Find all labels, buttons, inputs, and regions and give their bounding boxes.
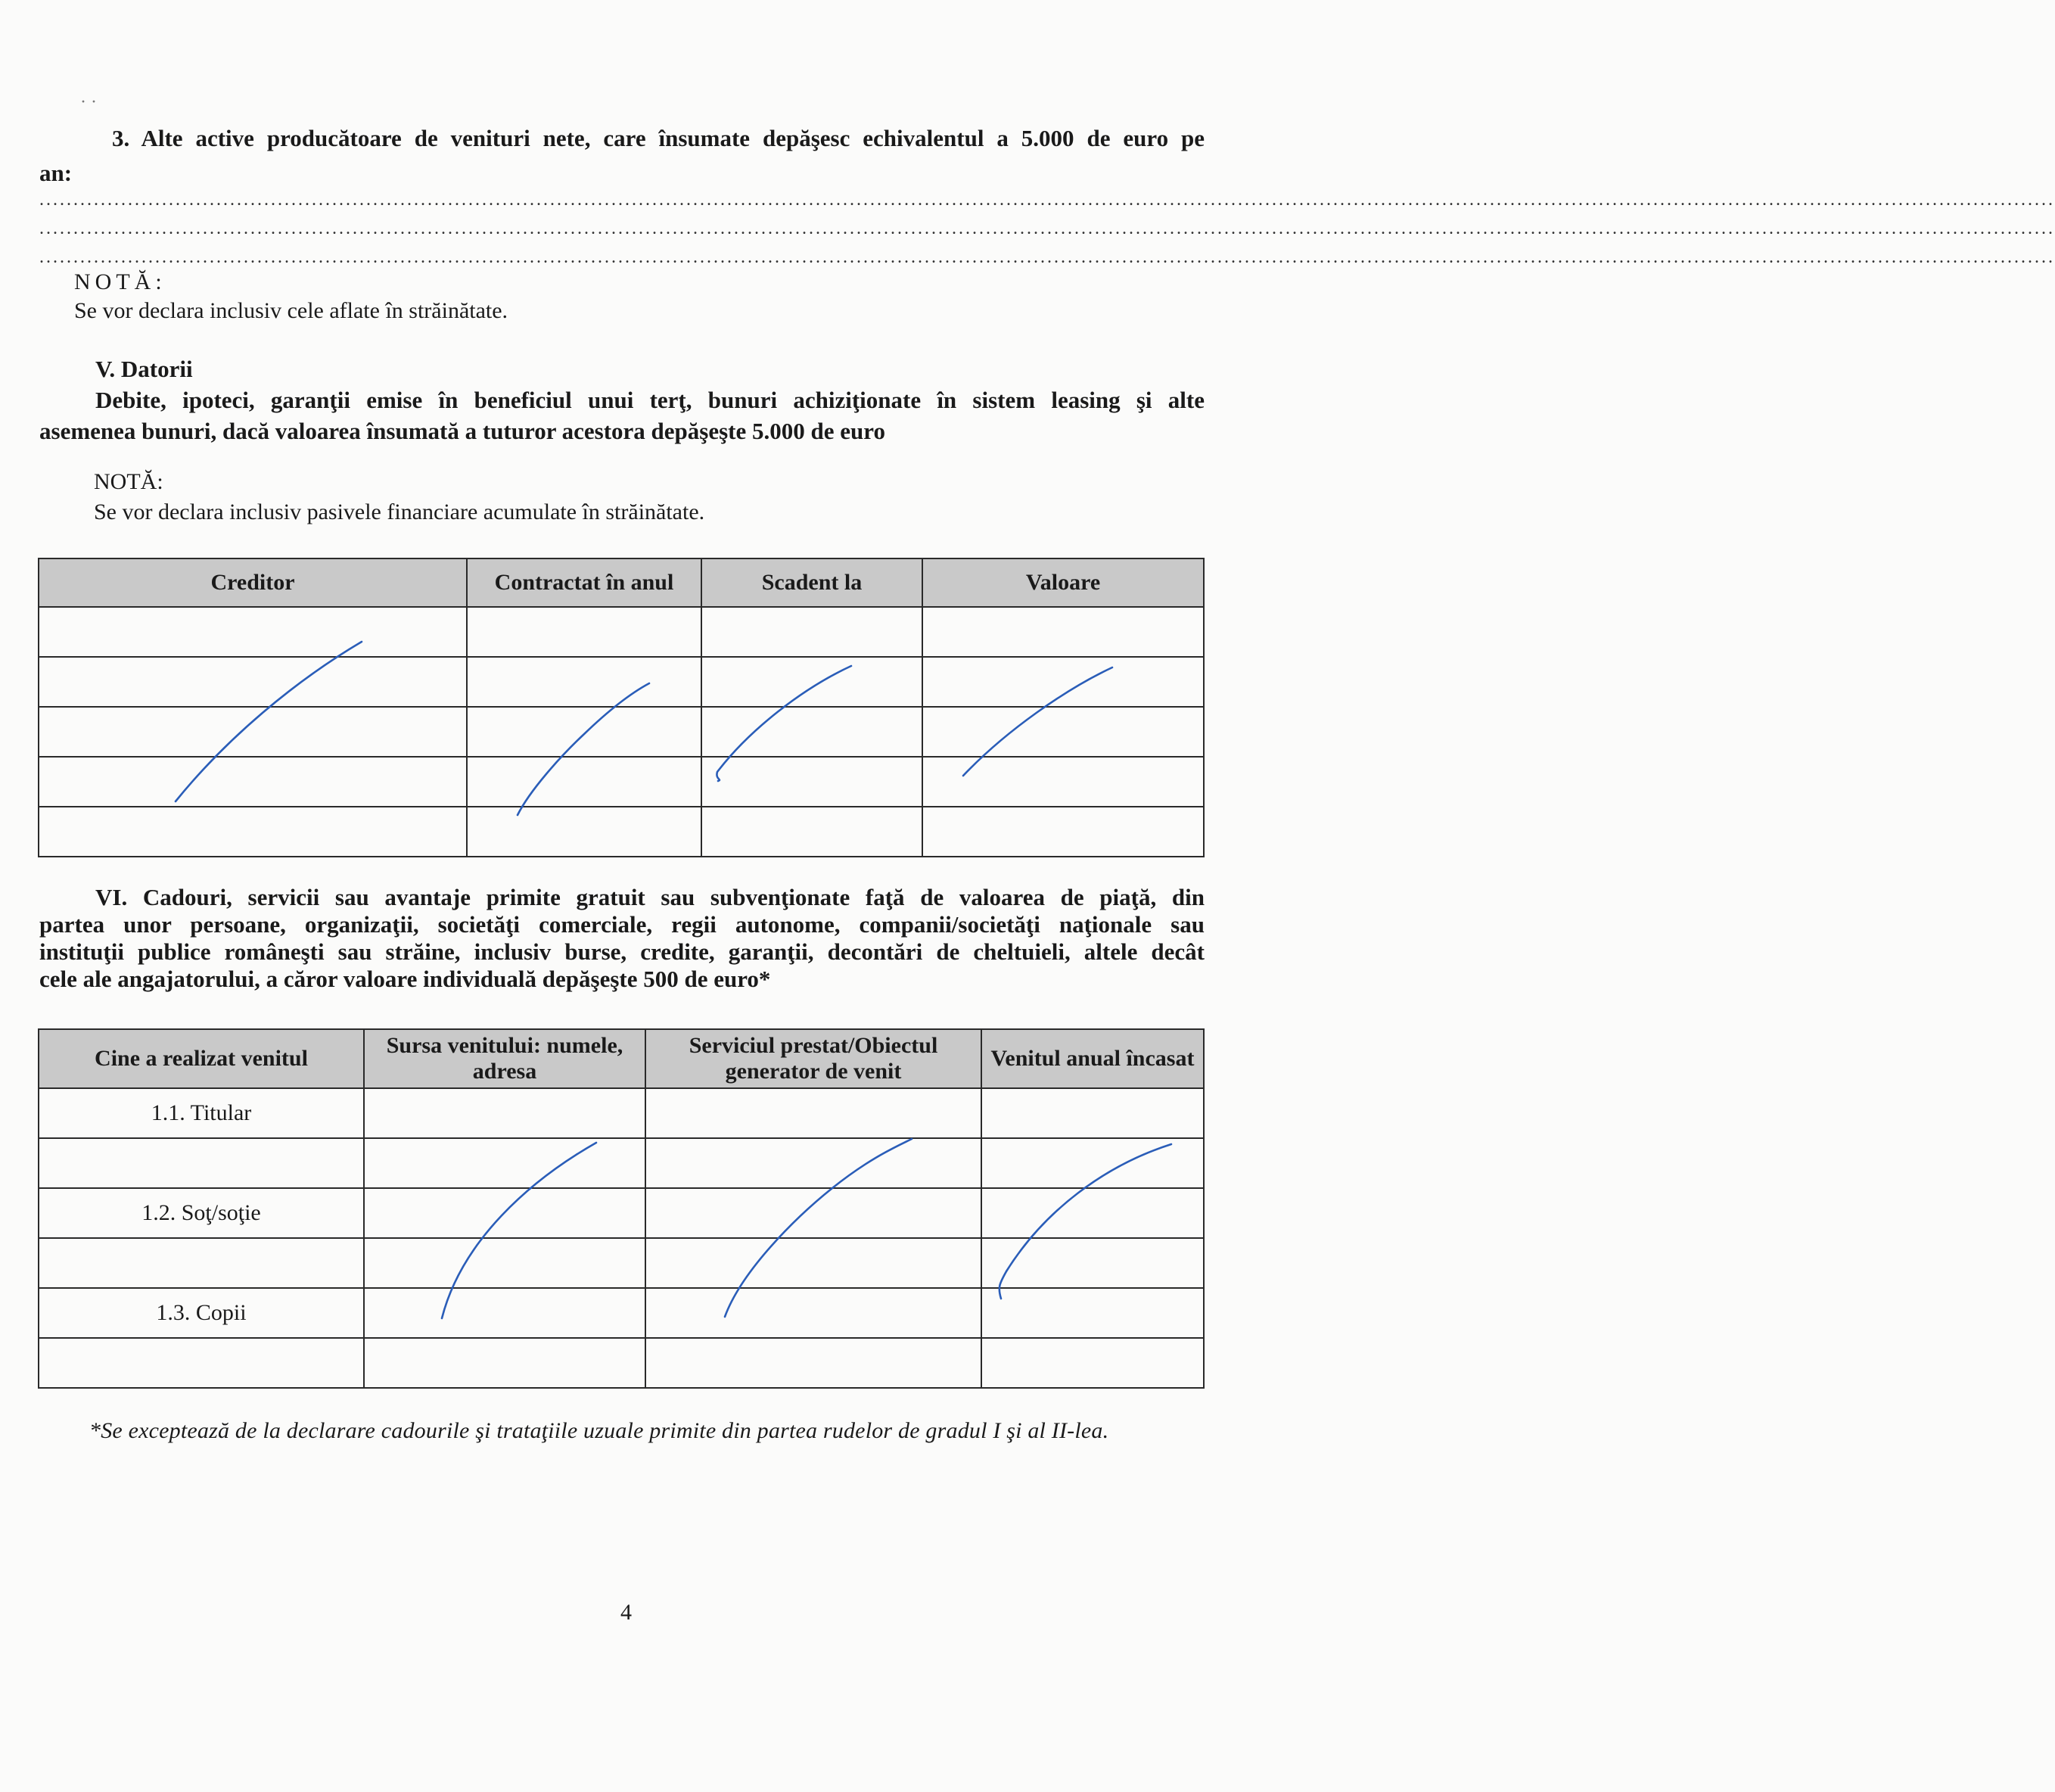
table-cell [39, 1138, 364, 1188]
row-label-copii: 1.3. Copii [39, 1288, 364, 1338]
table-header-row [39, 1029, 1204, 1088]
table-cell [922, 657, 1204, 707]
table-cell [39, 707, 467, 757]
table-row [39, 1238, 1204, 1288]
table-cell [364, 1088, 645, 1138]
table-cell [701, 657, 922, 707]
table-cell [39, 807, 467, 857]
table-row [39, 757, 1204, 807]
cadouri-table [38, 1028, 1205, 1389]
section-3-line-1: 3. Alte active producătoare de venituri nete, care însumate depăşesc echivalentul a 5.000 de euro pe [112, 125, 1205, 151]
section-3-text [39, 121, 1205, 191]
nota-label-1: NOTĂ: [74, 269, 166, 294]
table-cell [981, 1188, 1204, 1238]
table-row [39, 1088, 1204, 1138]
table-cell [981, 1138, 1204, 1188]
table-cell [364, 1188, 645, 1238]
footnote: *Se exceptează de la declarare cadourile şi trataţiile uzuale primite din partea rudelor de gradul I şi al II-lea. [89, 1418, 1109, 1443]
table-cell [39, 757, 467, 807]
section-5-title: V. Datorii [95, 356, 193, 382]
dotted-line-2: ........................................................................................................................................................................................................................................................................................................ [39, 219, 2055, 238]
table-cell [922, 807, 1204, 857]
table-cell [645, 1088, 981, 1138]
row-label-titular: 1.1. Titular [39, 1088, 364, 1138]
table-cell [701, 757, 922, 807]
nota-text-2: Se vor declara inclusiv pasivele financiare acumulate în străinătate. [94, 499, 705, 524]
section-3-line-2: an: [39, 160, 73, 186]
table-row [39, 1138, 1204, 1188]
table-row [39, 1288, 1204, 1338]
table-cell [39, 1238, 364, 1288]
section-5-line-2: asemenea bunuri, dacă valoarea însumată a tuturor acestora depăşeşte 5.000 de euro [39, 418, 885, 444]
table-cell [364, 1138, 645, 1188]
table-cell [39, 1338, 364, 1388]
table-cell [922, 757, 1204, 807]
section-6-line-2: partea unor persoane, organizaţii, societăţi comerciale, regii autonome, companii/societăţi naţionale sau [39, 911, 1205, 938]
section-6-text [39, 884, 1205, 993]
table-cell [467, 707, 701, 757]
section-5-line-1: Debite, ipoteci, garanţii emise în beneficiul unui terţ, bunuri achiziţionate în sistem leasing şi alte [95, 387, 1205, 413]
table-row [39, 607, 1204, 657]
table-row [39, 657, 1204, 707]
table-cell [467, 607, 701, 657]
table-header-row [39, 558, 1204, 607]
table-cell [645, 1288, 981, 1338]
nota-text-1: Se vor declara inclusiv cele aflate în străinătate. [74, 298, 508, 323]
table-cell [922, 607, 1204, 657]
table-cell [645, 1338, 981, 1388]
table-cell [981, 1088, 1204, 1138]
section-6-line-1: VI. Cadouri, servicii sau avantaje primite gratuit sau subvenţionate faţă de valoarea de piaţă, din [95, 884, 1205, 910]
table-row [39, 707, 1204, 757]
dotted-line-1: ........................................................................................................................................................................................................................................................................................................ [39, 190, 2055, 210]
datorii-table [38, 558, 1205, 857]
table-cell [467, 807, 701, 857]
dotted-line-3: ........................................................................................................................................................................................................................................................................................................ [39, 247, 2055, 267]
table-cell [39, 607, 467, 657]
table-cell [645, 1138, 981, 1188]
table-cell [39, 657, 467, 707]
table-cell [364, 1338, 645, 1388]
table-cell [364, 1238, 645, 1288]
table-cell [981, 1288, 1204, 1338]
header-creditor: Creditor [39, 558, 467, 607]
header-serviciul: Serviciul prestat/Obiectul generator de venit [645, 1029, 981, 1088]
table-cell [467, 657, 701, 707]
row-label-sot-sotie: 1.2. Soţ/soţie [39, 1188, 364, 1238]
page-number: 4 [620, 1600, 632, 1625]
header-valoare: Valoare [922, 558, 1204, 607]
table-cell [922, 707, 1204, 757]
header-sursa: Sursa venitului: numele, adresa [364, 1029, 645, 1088]
header-venitul: Venitul anual încasat [981, 1029, 1204, 1088]
table-cell [467, 757, 701, 807]
table-cell [981, 1238, 1204, 1288]
table-row [39, 807, 1204, 857]
table-cell [645, 1238, 981, 1288]
table-cell [701, 607, 922, 657]
section-6-line-3: instituţii publice româneşti sau străine, inclusiv burse, credite, garanţii, decontări de cheltuieli, altele decât [39, 938, 1205, 965]
table-cell [645, 1188, 981, 1238]
table-row [39, 1338, 1204, 1388]
nota-label-2: NOTĂ: [94, 469, 163, 494]
section-6-line-4: cele ale angajatorului, a căror valoare individuală depăşeşte 500 de euro* [39, 966, 771, 992]
table-cell [701, 807, 922, 857]
section-5-text [39, 384, 1205, 446]
header-contractat: Contractat în anul [467, 558, 701, 607]
table-cell [701, 707, 922, 757]
header-cine: Cine a realizat venitul [39, 1029, 364, 1088]
table-row [39, 1188, 1204, 1238]
table-cell [364, 1288, 645, 1338]
header-scadent: Scadent la [701, 558, 922, 607]
table-cell [981, 1338, 1204, 1388]
scan-marks: · · [80, 92, 97, 112]
